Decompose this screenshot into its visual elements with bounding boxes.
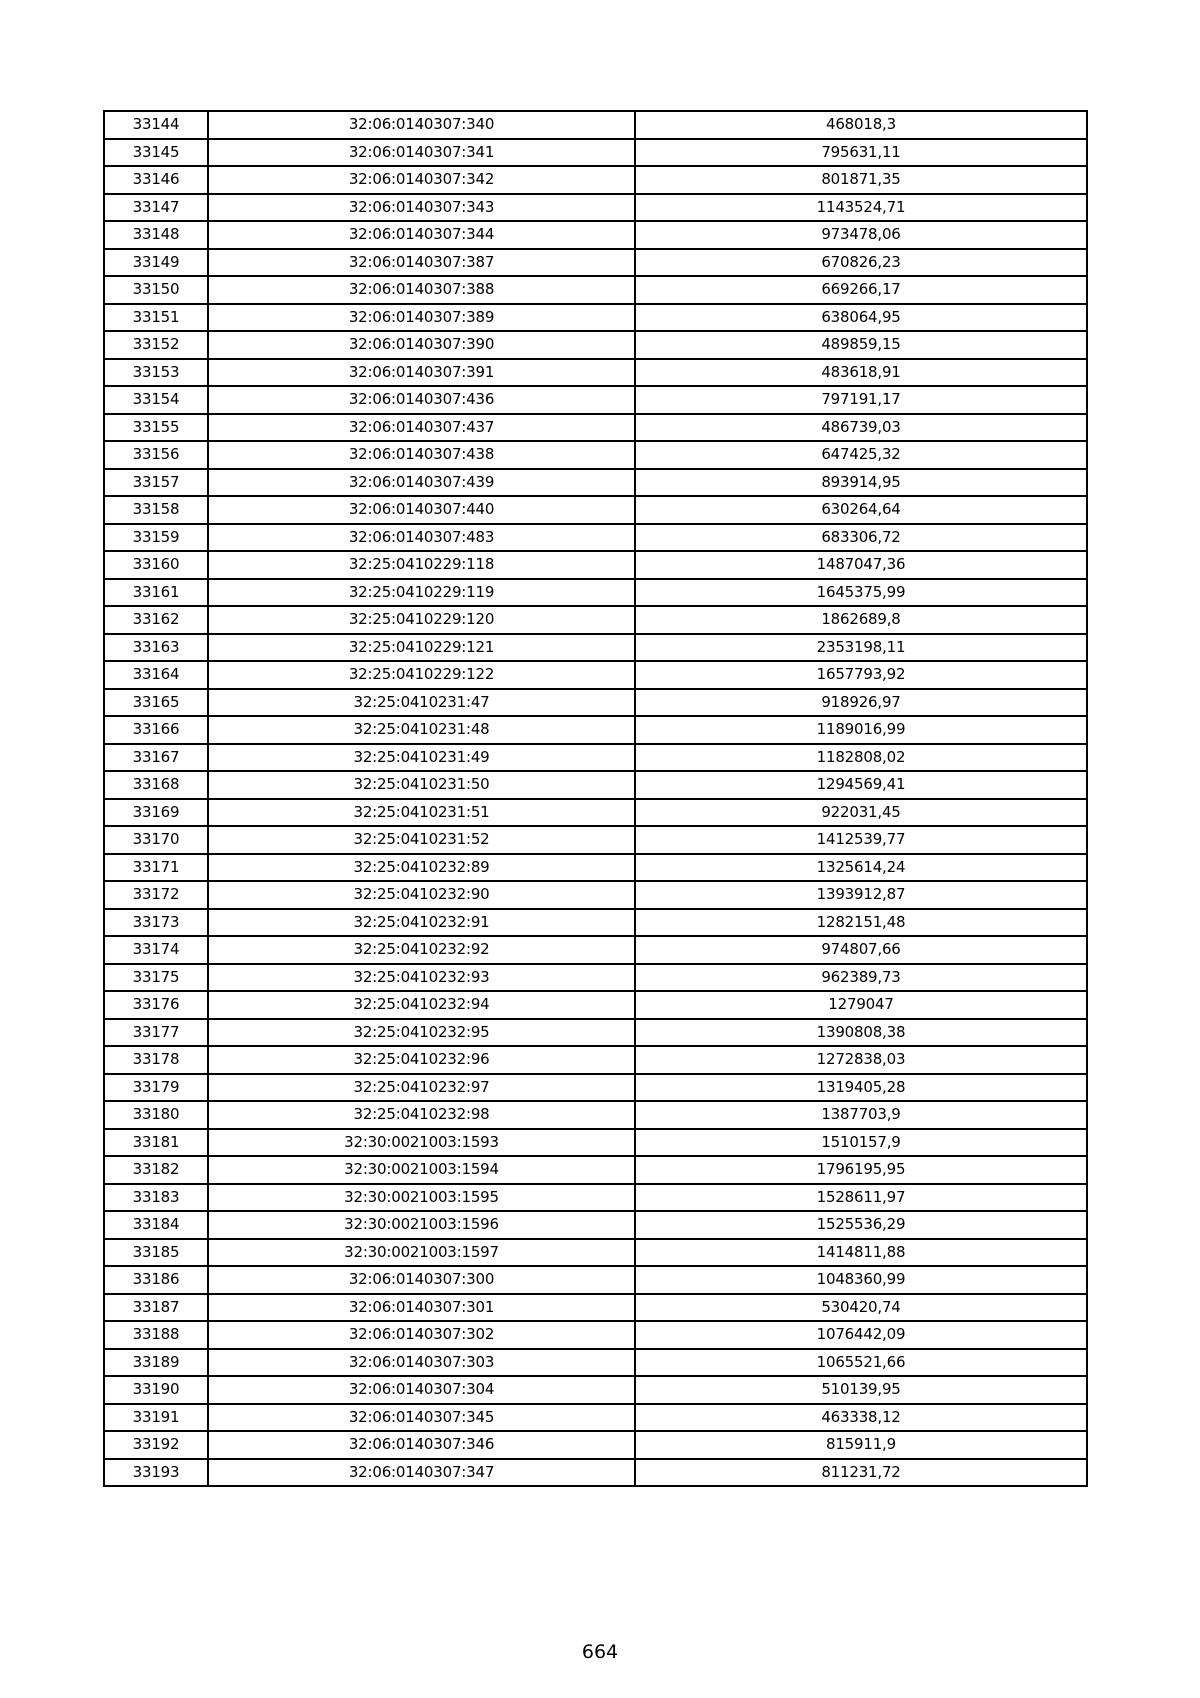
table-row [104,744,1087,772]
table-row [104,1184,1087,1212]
cadastral-number-cell: 32:25:0410229:119 [208,579,635,607]
cadastral-value-cell: 669266,17 [635,276,1087,304]
table-row [104,276,1087,304]
cadastral-value-cell: 2353198,11 [635,634,1087,662]
table-row [104,881,1087,909]
table-row [104,304,1087,332]
row-number-cell: 33175 [104,964,208,992]
table-row [104,359,1087,387]
cadastral-number-cell: 32:30:0021003:1593 [208,1129,635,1157]
table-row [104,1211,1087,1239]
table-row [104,414,1087,442]
cadastral-value-cell: 1390808,38 [635,1019,1087,1047]
table-row [104,221,1087,249]
table-row [104,1459,1087,1487]
cadastral-value-cell: 1319405,28 [635,1074,1087,1102]
cadastral-number-cell: 32:06:0140307:344 [208,221,635,249]
table-row [104,496,1087,524]
table-row [104,1239,1087,1267]
cadastral-number-cell: 32:25:0410232:89 [208,854,635,882]
cadastral-value-cell: 1282151,48 [635,909,1087,937]
table-row [104,661,1087,689]
table-row [104,579,1087,607]
table-row [104,1321,1087,1349]
row-number-cell: 33151 [104,304,208,332]
cadastral-value-cell: 1528611,97 [635,1184,1087,1212]
cadastral-value-cell: 1076442,09 [635,1321,1087,1349]
table-row [104,1404,1087,1432]
cadastral-number-cell: 32:06:0140307:436 [208,386,635,414]
table-row [104,386,1087,414]
cadastral-number-cell: 32:06:0140307:343 [208,194,635,222]
row-number-cell: 33182 [104,1156,208,1184]
cadastral-number-cell: 32:06:0140307:346 [208,1431,635,1459]
cadastral-number-cell: 32:25:0410231:52 [208,826,635,854]
cadastral-number-cell: 32:25:0410231:49 [208,744,635,772]
row-number-cell: 33183 [104,1184,208,1212]
row-number-cell: 33157 [104,469,208,497]
table-row [104,909,1087,937]
row-number-cell: 33177 [104,1019,208,1047]
cadastral-number-cell: 32:25:0410232:94 [208,991,635,1019]
table-row [104,1101,1087,1129]
cadastral-value-cell: 811231,72 [635,1459,1087,1487]
row-number-cell: 33170 [104,826,208,854]
cadastral-value-cell: 1657793,92 [635,661,1087,689]
table-row [104,1019,1087,1047]
page-number: 664 [581,1641,619,1663]
row-number-cell: 33152 [104,331,208,359]
table-row [104,1266,1087,1294]
cadastral-value-cell: 683306,72 [635,524,1087,552]
table-row [104,771,1087,799]
cadastral-number-cell: 32:06:0140307:302 [208,1321,635,1349]
row-number-cell: 33191 [104,1404,208,1432]
cadastral-value-cell: 463338,12 [635,1404,1087,1432]
cadastral-number-cell: 32:25:0410232:96 [208,1046,635,1074]
row-number-cell: 33149 [104,249,208,277]
row-number-cell: 33166 [104,716,208,744]
cadastral-number-cell: 32:06:0140307:388 [208,276,635,304]
row-number-cell: 33188 [104,1321,208,1349]
row-number-cell: 33167 [104,744,208,772]
table-row [104,166,1087,194]
row-number-cell: 33186 [104,1266,208,1294]
table-body [104,111,1087,1486]
row-number-cell: 33146 [104,166,208,194]
row-number-cell: 33173 [104,909,208,937]
table-row [104,1129,1087,1157]
cadastral-value-cell: 638064,95 [635,304,1087,332]
cadastral-value-cell: 670826,23 [635,249,1087,277]
table-row [104,1046,1087,1074]
table-row [104,1431,1087,1459]
cadastral-number-cell: 32:25:0410229:120 [208,606,635,634]
cadastral-number-cell: 32:25:0410231:50 [208,771,635,799]
cadastral-number-cell: 32:06:0140307:389 [208,304,635,332]
table-row [104,551,1087,579]
cadastral-number-cell: 32:25:0410231:48 [208,716,635,744]
cadastral-value-cell: 962389,73 [635,964,1087,992]
cadastral-number-cell: 32:06:0140307:483 [208,524,635,552]
cadastral-value-table [103,110,1088,1487]
cadastral-value-cell: 922031,45 [635,799,1087,827]
row-number-cell: 33180 [104,1101,208,1129]
table-row [104,799,1087,827]
table-row [104,331,1087,359]
cadastral-value-cell: 973478,06 [635,221,1087,249]
table-row [104,111,1087,139]
row-number-cell: 33161 [104,579,208,607]
cadastral-value-cell: 530420,74 [635,1294,1087,1322]
cadastral-value-cell: 1143524,71 [635,194,1087,222]
table-row [104,194,1087,222]
table-row [104,606,1087,634]
row-number-cell: 33163 [104,634,208,662]
row-number-cell: 33158 [104,496,208,524]
cadastral-value-cell: 483618,91 [635,359,1087,387]
cadastral-value-cell: 815911,9 [635,1431,1087,1459]
cadastral-value-cell: 489859,15 [635,331,1087,359]
cadastral-number-cell: 32:06:0140307:439 [208,469,635,497]
cadastral-value-cell: 1294569,41 [635,771,1087,799]
row-number-cell: 33159 [104,524,208,552]
row-number-cell: 33154 [104,386,208,414]
table-row [104,991,1087,1019]
row-number-cell: 33153 [104,359,208,387]
table-row [104,139,1087,167]
row-number-cell: 33176 [104,991,208,1019]
row-number-cell: 33144 [104,111,208,139]
row-number-cell: 33178 [104,1046,208,1074]
cadastral-number-cell: 32:25:0410229:122 [208,661,635,689]
cadastral-value-cell: 1189016,99 [635,716,1087,744]
cadastral-value-cell: 893914,95 [635,469,1087,497]
cadastral-value-cell: 1862689,8 [635,606,1087,634]
cadastral-value-cell: 1387703,9 [635,1101,1087,1129]
cadastral-number-cell: 32:06:0140307:340 [208,111,635,139]
cadastral-number-cell: 32:25:0410232:95 [208,1019,635,1047]
row-number-cell: 33169 [104,799,208,827]
cadastral-number-cell: 32:06:0140307:387 [208,249,635,277]
cadastral-number-cell: 32:06:0140307:301 [208,1294,635,1322]
cadastral-value-cell: 795631,11 [635,139,1087,167]
row-number-cell: 33162 [104,606,208,634]
row-number-cell: 33190 [104,1376,208,1404]
cadastral-value-cell: 647425,32 [635,441,1087,469]
cadastral-number-cell: 32:06:0140307:440 [208,496,635,524]
cadastral-number-cell: 32:25:0410229:118 [208,551,635,579]
cadastral-value-cell: 797191,17 [635,386,1087,414]
table-row [104,1349,1087,1377]
cadastral-number-cell: 32:25:0410232:93 [208,964,635,992]
row-number-cell: 33184 [104,1211,208,1239]
table-row [104,524,1087,552]
cadastral-number-cell: 32:25:0410232:98 [208,1101,635,1129]
cadastral-value-cell: 1272838,03 [635,1046,1087,1074]
row-number-cell: 33160 [104,551,208,579]
cadastral-number-cell: 32:06:0140307:300 [208,1266,635,1294]
cadastral-number-cell: 32:06:0140307:304 [208,1376,635,1404]
table-row [104,1376,1087,1404]
cadastral-number-cell: 32:25:0410232:97 [208,1074,635,1102]
cadastral-value-cell: 1412539,77 [635,826,1087,854]
cadastral-value-cell: 1796195,95 [635,1156,1087,1184]
cadastral-number-cell: 32:25:0410229:121 [208,634,635,662]
row-number-cell: 33171 [104,854,208,882]
table-row [104,1156,1087,1184]
cadastral-number-cell: 32:30:0021003:1597 [208,1239,635,1267]
cadastral-value-cell: 1065521,66 [635,1349,1087,1377]
cadastral-value-cell: 801871,35 [635,166,1087,194]
table-row [104,249,1087,277]
row-number-cell: 33172 [104,881,208,909]
cadastral-value-cell: 486739,03 [635,414,1087,442]
cadastral-value-cell: 1325614,24 [635,854,1087,882]
cadastral-value-cell: 630264,64 [635,496,1087,524]
cadastral-value-cell: 1414811,88 [635,1239,1087,1267]
row-number-cell: 33148 [104,221,208,249]
row-number-cell: 33193 [104,1459,208,1487]
cadastral-value-cell: 918926,97 [635,689,1087,717]
cadastral-value-cell: 1182808,02 [635,744,1087,772]
row-number-cell: 33145 [104,139,208,167]
cadastral-number-cell: 32:06:0140307:390 [208,331,635,359]
cadastral-value-cell: 1048360,99 [635,1266,1087,1294]
cadastral-number-cell: 32:25:0410232:90 [208,881,635,909]
row-number-cell: 33181 [104,1129,208,1157]
cadastral-number-cell: 32:06:0140307:437 [208,414,635,442]
row-number-cell: 33155 [104,414,208,442]
cadastral-number-cell: 32:06:0140307:342 [208,166,635,194]
table-row [104,634,1087,662]
table-row [104,1294,1087,1322]
cadastral-number-cell: 32:30:0021003:1594 [208,1156,635,1184]
row-number-cell: 33185 [104,1239,208,1267]
cadastral-value-cell: 1279047 [635,991,1087,1019]
cadastral-number-cell: 32:06:0140307:438 [208,441,635,469]
cadastral-value-cell: 1525536,29 [635,1211,1087,1239]
row-number-cell: 33164 [104,661,208,689]
cadastral-number-cell: 32:25:0410231:51 [208,799,635,827]
row-number-cell: 33192 [104,1431,208,1459]
cadastral-number-cell: 32:06:0140307:391 [208,359,635,387]
row-number-cell: 33156 [104,441,208,469]
row-number-cell: 33187 [104,1294,208,1322]
cadastral-number-cell: 32:06:0140307:303 [208,1349,635,1377]
cadastral-number-cell: 32:06:0140307:341 [208,139,635,167]
row-number-cell: 33168 [104,771,208,799]
table-row [104,936,1087,964]
table-row [104,689,1087,717]
row-number-cell: 33147 [104,194,208,222]
table-row [104,469,1087,497]
row-number-cell: 33174 [104,936,208,964]
cadastral-number-cell: 32:25:0410232:91 [208,909,635,937]
row-number-cell: 33189 [104,1349,208,1377]
cadastral-number-cell: 32:30:0021003:1595 [208,1184,635,1212]
cadastral-number-cell: 32:06:0140307:345 [208,1404,635,1432]
cadastral-value-cell: 1393912,87 [635,881,1087,909]
cadastral-value-cell: 468018,3 [635,111,1087,139]
cadastral-number-cell: 32:30:0021003:1596 [208,1211,635,1239]
cadastral-value-cell: 1487047,36 [635,551,1087,579]
row-number-cell: 33150 [104,276,208,304]
cadastral-value-cell: 974807,66 [635,936,1087,964]
cadastral-number-cell: 32:25:0410231:47 [208,689,635,717]
table-row [104,854,1087,882]
cadastral-value-cell: 1645375,99 [635,579,1087,607]
cadastral-number-cell: 32:06:0140307:347 [208,1459,635,1487]
table-row [104,1074,1087,1102]
row-number-cell: 33179 [104,1074,208,1102]
cadastral-value-cell: 1510157,9 [635,1129,1087,1157]
table-row [104,826,1087,854]
row-number-cell: 33165 [104,689,208,717]
table-row [104,964,1087,992]
cadastral-value-cell: 510139,95 [635,1376,1087,1404]
table-row [104,441,1087,469]
cadastral-number-cell: 32:25:0410232:92 [208,936,635,964]
table-row [104,716,1087,744]
